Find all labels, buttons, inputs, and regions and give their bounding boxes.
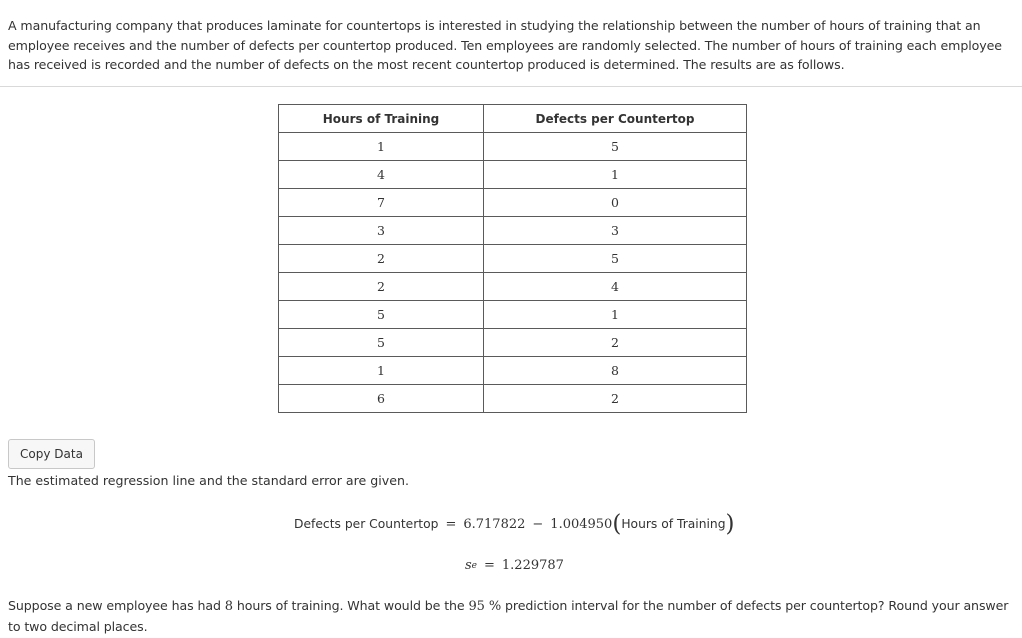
question-confidence-level: 95 % <box>468 599 502 614</box>
equation-minus: − <box>532 516 544 532</box>
header-defects-per-countertop: Defects per Countertop <box>484 105 747 133</box>
equation-slope: 1.004950 <box>550 516 613 532</box>
question-part3: prediction interval for the number of defects per countertop? Round your answer to two decimal places. <box>8 598 1009 634</box>
copy-data-button[interactable]: Copy Data <box>8 439 95 469</box>
table-row <box>279 385 747 413</box>
defects-cell: 1 <box>484 161 747 189</box>
table-row <box>279 357 747 385</box>
defects-cell: 1 <box>484 301 747 329</box>
standard-error-subscript: e <box>471 560 477 571</box>
hours-cell: 5 <box>279 301 484 329</box>
standard-error-value: 1.229787 <box>501 558 564 573</box>
equation-variable: Hours of Training <box>621 517 726 531</box>
defects-cell: 2 <box>484 329 747 357</box>
hours-cell: 2 <box>279 273 484 301</box>
hours-cell: 2 <box>279 245 484 273</box>
hours-cell: 1 <box>279 133 484 161</box>
table-row <box>279 329 747 357</box>
hours-cell: 6 <box>279 385 484 413</box>
defects-cell: 5 <box>484 245 747 273</box>
table-header-row <box>279 105 747 133</box>
defects-cell: 0 <box>484 189 747 217</box>
question-text <box>8 596 1014 636</box>
section-divider <box>0 86 1022 87</box>
question-hours: 8 <box>224 599 233 614</box>
hours-cell: 1 <box>279 357 484 385</box>
table-row <box>279 133 747 161</box>
question-part2: hours of training. What would be the <box>232 598 469 613</box>
table-row <box>279 161 747 189</box>
hours-cell: 7 <box>279 189 484 217</box>
given-statement: The estimated regression line and the standard error are given. <box>8 473 409 488</box>
standard-error <box>465 558 564 573</box>
hours-cell: 4 <box>279 161 484 189</box>
data-table <box>278 104 747 413</box>
header-hours-of-training: Hours of Training <box>279 105 484 133</box>
equation-open-paren: ( <box>612 511 622 537</box>
table-row <box>279 273 747 301</box>
defects-cell: 4 <box>484 273 747 301</box>
equation-close-paren: ) <box>725 511 735 537</box>
regression-equation <box>294 510 735 538</box>
hours-cell: 3 <box>279 217 484 245</box>
question-part1: Suppose a new employee has had <box>8 598 225 613</box>
defects-cell: 8 <box>484 357 747 385</box>
table-row <box>279 245 747 273</box>
hours-cell: 5 <box>279 329 484 357</box>
equation-intercept: 6.717822 <box>463 516 526 532</box>
defects-cell: 5 <box>484 133 747 161</box>
problem-intro-text: A manufacturing company that produces laminate for countertops is interested in studying the relationship between the number of hours of training that an employee receives and the number of defects per countertop produced. Ten employees are randomly selected. The number of hours of training each employee has received is recorded and the number of defects on the most recent countertop produced is determined. The results are as follows. <box>8 18 1002 72</box>
table-row <box>279 217 747 245</box>
equation-lhs: Defects per Countertop <box>294 517 439 531</box>
standard-error-equals: = <box>484 558 495 573</box>
standard-error-symbol: s <box>465 558 472 573</box>
table-row <box>279 189 747 217</box>
defects-cell: 2 <box>484 385 747 413</box>
equation-equals: = <box>445 516 457 532</box>
defects-cell: 3 <box>484 217 747 245</box>
table-row <box>279 301 747 329</box>
